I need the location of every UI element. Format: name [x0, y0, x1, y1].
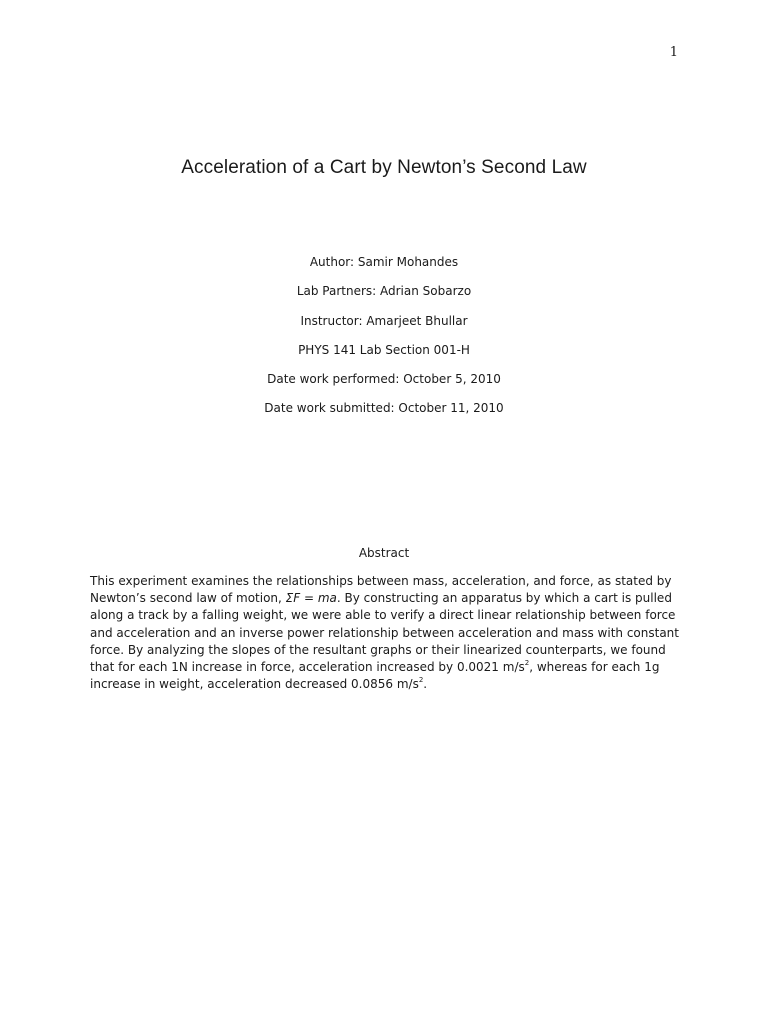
instructor-line: Instructor: Amarjeet Bhullar [300, 313, 468, 328]
abstract-text-2: . By constructing an apparatus by which a cart is pulled along a track by a falling weight, we were able to verify a direct linear relationship between force and acceleration and an inverse power relationship between acceleration and mass with constant force. By analyzing the slopes of the resultant graphs or their linearized counterparts, we found that for each 1N increase in force, acceleration increased by 0.0021 m/s [90, 591, 679, 675]
page-number: 1 [669, 45, 678, 60]
abstract-paragraph [90, 573, 680, 693]
author-block [0, 253, 768, 429]
abstract-text-4: . [423, 677, 428, 692]
abstract-text-3: , whereas for each 1g increase in weight, acceleration decreased 0.0856 m/s [90, 660, 660, 692]
abstract-text-1: This experiment examines the relationships between mass, acceleration, and force, as stated by Newton’s second law of motion, [90, 574, 672, 606]
equation: ΣF = ma [285, 591, 337, 606]
author-line: Author: Samir Mohandes [309, 255, 459, 269]
section-line: PHYS 141 Lab Section 001-H [298, 342, 470, 357]
superscript-1: 2 [524, 659, 530, 668]
abstract-heading: Abstract [358, 546, 410, 560]
document-title: Acceleration of a Cart by Newton’s Second Law [181, 157, 587, 178]
superscript-2: 2 [418, 676, 424, 685]
date-performed-line: Date work performed: October 5, 2010 [267, 372, 501, 387]
date-submitted-line: Date work submitted: October 11, 2010 [264, 401, 504, 416]
lab-partners-line: Lab Partners: Adrian Sobarzo [296, 284, 472, 299]
